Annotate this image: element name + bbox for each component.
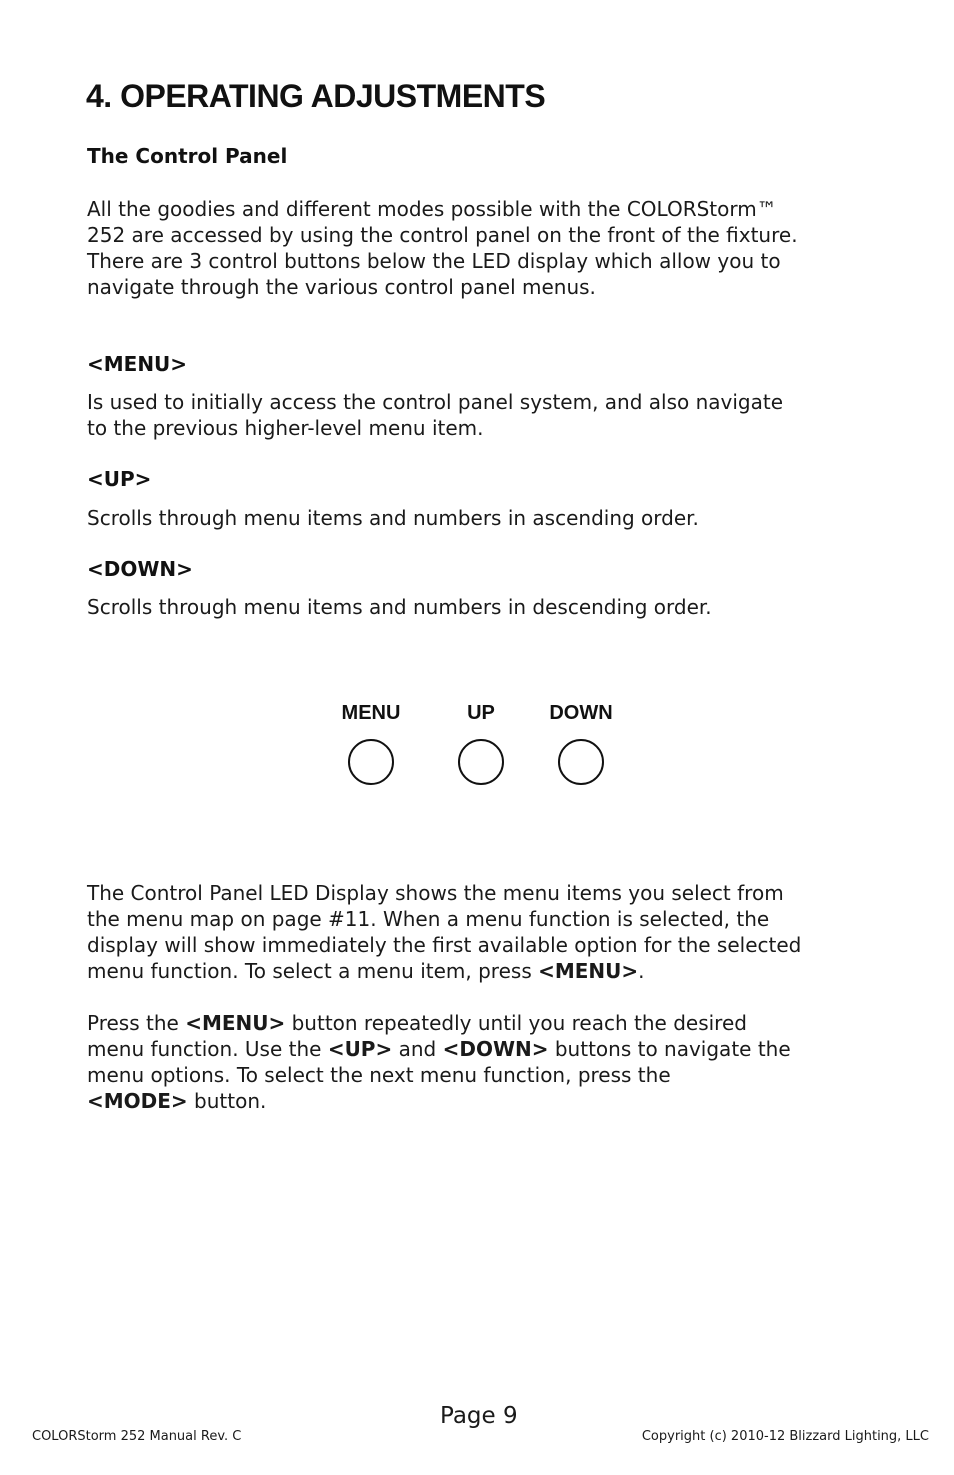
up-keyword: <UP>	[327, 1037, 393, 1061]
intro-line: There are 3 control buttons below the LED display which allow you to	[87, 249, 781, 273]
menu-button-circle	[348, 739, 394, 785]
paragraph-line	[87, 1088, 887, 1114]
paragraph-line	[87, 1010, 887, 1036]
menu-description-line: Is used to initially access the control panel system, and also navigate	[87, 390, 784, 414]
text-run: menu function. Use the	[87, 1037, 328, 1061]
down-description-line: Scrolls through menu items and numbers in descending order.	[87, 595, 712, 619]
text-run: buttons to navigate the	[548, 1037, 791, 1061]
menu-keyword: <MENU>	[538, 959, 639, 983]
intro-line: navigate through the various control panel menus.	[87, 275, 596, 299]
menu-button-label: MENU	[341, 702, 401, 724]
led-display-paragraph	[87, 880, 887, 984]
text-run: menu function. To select a menu item, press	[87, 959, 539, 983]
text-run: Press the	[87, 1011, 186, 1035]
text-run: .	[638, 959, 645, 983]
text-run: and	[392, 1037, 443, 1061]
paragraph-line: the menu map on page #11. When a menu function is selected, the	[87, 907, 770, 931]
menu-heading: <MENU>	[87, 352, 188, 376]
footer-copyright: Copyright (c) 2010-12 Blizzard Lighting, LLC	[641, 1429, 929, 1444]
footer-manual-revision: COLORStorm 252 Manual Rev. C	[32, 1429, 242, 1444]
menu-keyword: <MENU>	[185, 1011, 286, 1035]
paragraph-line: display will show immediately the first available option for the selected	[87, 933, 802, 957]
up-description	[87, 505, 887, 531]
page-number: Page 9	[440, 1403, 518, 1429]
up-heading: <UP>	[87, 467, 152, 491]
intro-line: 252 are accessed by using the control panel on the front of the fixture.	[87, 223, 798, 247]
paragraph-line: menu options. To select the next menu function, press the	[87, 1063, 671, 1087]
paragraph-line: The Control Panel LED Display shows the menu items you select from	[87, 881, 784, 905]
mode-keyword: <MODE>	[87, 1089, 188, 1113]
press-menu-paragraph	[87, 1010, 887, 1114]
intro-line: All the goodies and different modes possible with the COLORStorm™	[87, 197, 777, 221]
down-button-circle	[558, 739, 604, 785]
down-heading: <DOWN>	[87, 557, 193, 581]
page-title: 4. OPERATING ADJUSTMENTS	[86, 78, 546, 114]
up-button-circle	[458, 739, 504, 785]
text-run: button.	[187, 1089, 267, 1113]
control-panel-intro	[87, 196, 887, 300]
down-button-label: DOWN	[549, 702, 613, 724]
paragraph-line	[87, 1036, 887, 1062]
text-run: button repeatedly until you reach the desired	[285, 1011, 747, 1035]
control-panel-heading: The Control Panel	[87, 144, 288, 168]
down-keyword: <DOWN>	[442, 1037, 549, 1061]
up-button-label: UP	[467, 702, 495, 724]
menu-description	[87, 389, 887, 441]
down-description	[87, 594, 887, 620]
up-description-line: Scrolls through menu items and numbers in ascending order.	[87, 506, 699, 530]
menu-description-line: to the previous higher-level menu item.	[87, 416, 484, 440]
paragraph-line	[87, 958, 887, 984]
